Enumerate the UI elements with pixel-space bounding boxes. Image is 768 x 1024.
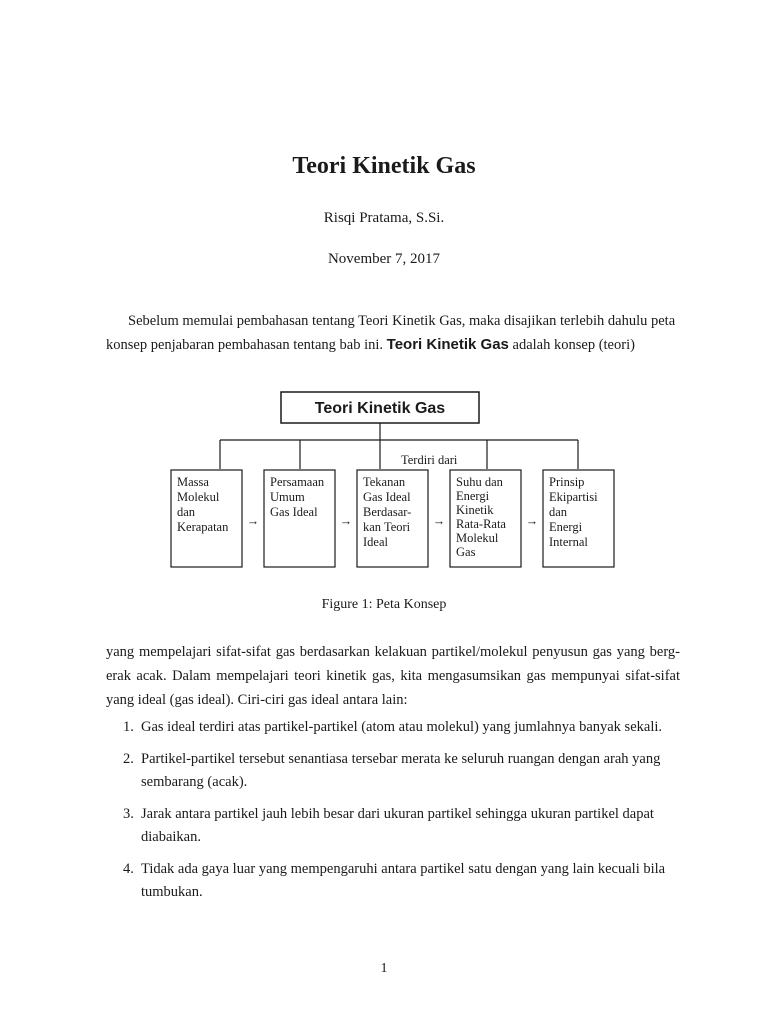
box-label-tekanan-gas-ideal: Tekanan Gas Ideal Berdasar- kan Teori Ideal: [363, 475, 412, 549]
box-label-prinsip-ekipartisi: Prinsip Ekipartisi dan Energi Internal: [549, 475, 598, 549]
concept-map-diagram: [0, 388, 768, 578]
intro-text-after: adalah konsep (teori): [508, 337, 635, 353]
root-label: Teori Kinetik Gas: [314, 400, 446, 417]
intro-keyword: Teori Kinetik Gas: [386, 336, 509, 353]
intro-text-before: Sebelum memulai pembahasan tentang Teori Kinetik Gas, maka disajikan terlebih dahulu peta konsep penjabaran pembahasan tentang bab ini.: [106, 313, 676, 353]
ideal-gas-characteristics-list: [106, 716, 686, 913]
body-paragraph: yang mempelajari sifat-sifat gas berdasarkan kelakuan partikel/molekul penyusun gas yang berg- erak acak. Dalam mempelajari teori kinetik gas, kita mengasumsikan gas mempunyai sifat-sifat yang ideal (gas ideal). Ciri-ciri gas ideal antara lain:: [106, 644, 680, 708]
figure-caption: Figure 1: Peta Konsep: [321, 597, 447, 612]
list-item: 3. Jarak antara partikel jauh lebih besar dari ukuran partikel sehingga ukuran partikel dapat diabaikan.: [123, 806, 654, 845]
arrow-1: →: [246, 514, 260, 528]
connector-lines: [220, 423, 578, 469]
list-item: 2. Partikel-partikel tersebut senantiasa tersebar merata ke seluruh ruangan dengan arah yang sembarang (acak).: [123, 751, 661, 790]
intro-paragraph: [106, 309, 680, 357]
document-title: Teori Kinetik Gas: [292, 153, 476, 179]
arrow-4: →: [525, 514, 539, 528]
document-author: Risqi Pratama, S.Si.: [323, 210, 445, 226]
document-date: November 7, 2017: [327, 251, 441, 267]
list-item: 4. Tidak ada gaya luar yang mempengaruhi antara partikel satu dengan yang lain kecuali bila tumbukan.: [123, 861, 666, 900]
box-label-persamaan-umum: Persamaan Umum Gas Ideal: [270, 475, 325, 519]
arrow-2: →: [339, 514, 353, 528]
box-label-massa-molekul: Massa Molekul dan Kerapatan: [177, 475, 229, 534]
page-number: 1: [380, 961, 388, 976]
arrow-3: →: [432, 514, 446, 528]
connector-label: Terdiri dari: [401, 453, 458, 467]
box-label-suhu-energi-kinetik: Suhu dan Energi Kinetik Rata-Rata Molekul Gas: [456, 475, 506, 559]
list-item: 1. Gas ideal terdiri atas partikel-partikel (atom atau molekul) yang jumlahnya banyak sekali.: [123, 719, 663, 735]
